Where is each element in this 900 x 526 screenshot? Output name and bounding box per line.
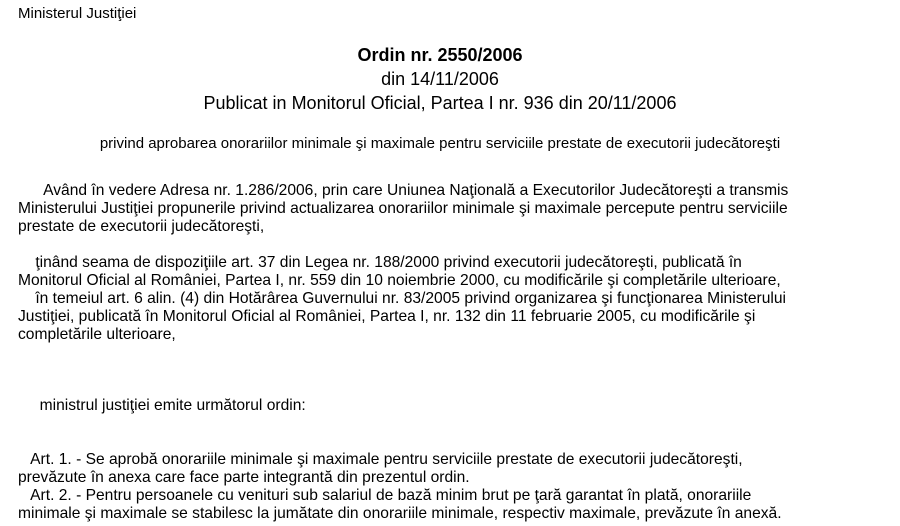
text-line: completările ulterioare,	[18, 326, 176, 343]
text-line: Art. 2. - Pentru persoanele cu venituri sub salariul de bază minim brut pe ţară garantat în plată, onorariile	[18, 487, 752, 504]
paragraph-preamble-3	[18, 290, 868, 344]
paragraph-preamble-2	[18, 254, 868, 290]
paragraph-enactment	[18, 397, 868, 415]
ministry-name: Ministerul Justiţiei	[18, 5, 137, 22]
order-title: Ordin nr. 2550/2006	[357, 45, 523, 65]
text-line: prestate de executorii judecătoreşti,	[18, 218, 265, 235]
text-line: Ministerului Justiţiei propunerile privind actualizarea onorariilor minimale şi maximale percepute pentru serviciile	[18, 200, 788, 217]
text-line: prevăzute în anexa care face parte integrantă din prezentul ordin.	[18, 469, 470, 486]
publication-info: Publicat in Monitorul Oficial, Partea I nr. 936 din 20/11/2006	[203, 93, 677, 113]
text-line: Justiţiei, publicată în Monitorul Oficial al României, Partea I, nr. 132 din 11 februarie 2005, cu modificările şi	[18, 308, 756, 325]
text-line: Art. 1. - Se aprobă onorariile minimale şi maximale pentru serviciile prestate de executorii judecătoreşti,	[18, 451, 743, 468]
order-subject: privind aprobarea onorariilor minimale şi maximale pentru serviciile prestate de executorii judecătoreşti	[99, 135, 781, 152]
order-date: din 14/11/2006	[381, 69, 499, 89]
text-line: minimale şi maximale se stabilesc la jumătate din onorariile minimale, respectiv maximale, prevăzute în anexă.	[18, 505, 782, 522]
paragraph-article-1	[18, 451, 868, 487]
text-line: în temeiul art. 6 alin. (4) din Hotărârea Guvernului nr. 83/2005 privind organizarea şi funcţionarea Ministerului	[18, 290, 786, 307]
text-line: Monitorul Oficial al României, Partea I, nr. 559 din 10 noiembrie 2000, cu modificările şi completările ulterioare,	[18, 272, 781, 289]
paragraph-preamble-1	[18, 182, 868, 236]
text-line: ţinând seama de dispoziţiile art. 37 din Legea nr. 188/2000 privind executorii judecătoreşti, publicată în	[18, 254, 742, 271]
text-line: Având în vedere Adresa nr. 1.286/2006, prin care Uniunea Naţională a Executorilor Judecătoreşti a transmis	[18, 182, 789, 199]
paragraph-article-2	[18, 487, 868, 523]
text-line: ministrul justiţiei emite următorul ordin:	[18, 397, 306, 414]
